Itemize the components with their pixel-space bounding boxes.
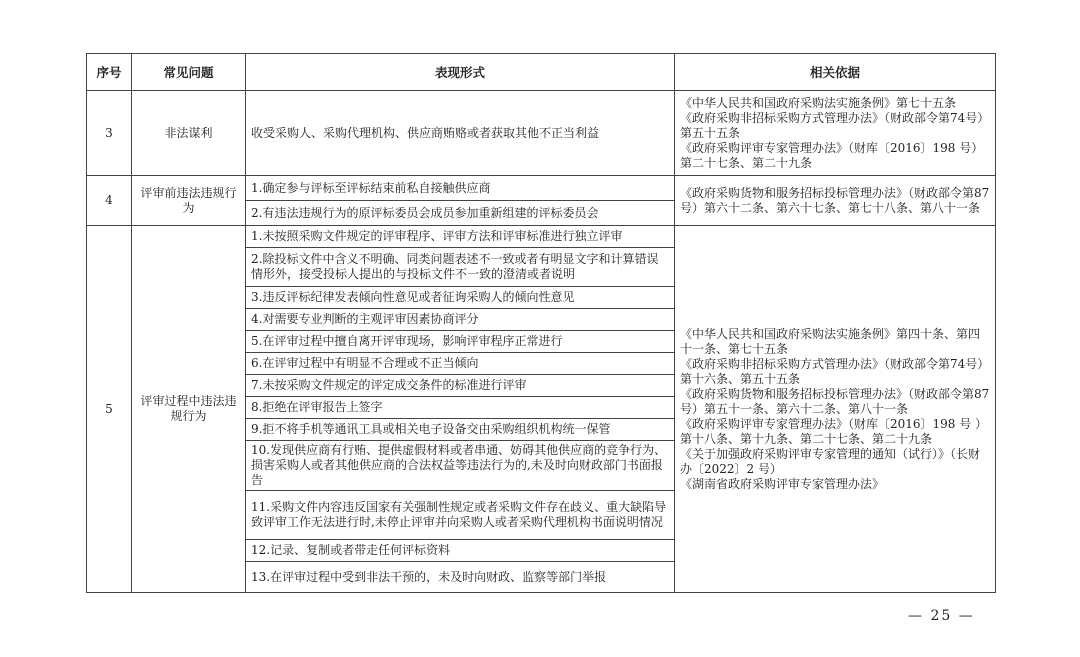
- basis-line: 《政府采购评审专家管理办法》（财库〔2016〕198 号 ）第十八条、第十九条、第二十七条、第二十九条: [680, 416, 988, 446]
- basis-cell: [675, 176, 996, 226]
- issue-cell: 非法谋利: [132, 91, 246, 176]
- basis-line: 《中华人民共和国政府采购法实施条例》第四十条、第四十一条、第七十五条: [680, 326, 981, 356]
- form-item: 2.除投标文件中含义不明确、同类问题表述不一致或者有明显文字和计算错误情形外，接受投标人提出的与投标文件不一致的澄清或者说明: [246, 248, 675, 287]
- row-number: 5: [87, 226, 132, 593]
- row-number: 3: [87, 91, 132, 176]
- form-item: 12.记录、复制或者带走任何评标资料: [246, 540, 675, 562]
- form-item: 9.拒不将手机等通讯工具或相关电子设备交由采购组织机构统一保管: [246, 419, 675, 441]
- header-issue: 常见问题: [132, 54, 246, 91]
- header-basis: 相关依据: [675, 54, 996, 91]
- page-number: — 25 —: [908, 608, 975, 624]
- basis-cell: [675, 91, 996, 176]
- form-item: 11.采购文件内容违反国家有关强制性规定或者采购文件存在歧义、重大缺陷导致评审工作无法进行时,未停止评审并向采购人或者采购代理机构书面说明情况: [246, 491, 675, 540]
- table-row: [87, 176, 996, 201]
- basis-line: 《政府采购评审专家管理办法》（财库〔2016〕198 号）第二十七条、第二十九条: [680, 140, 984, 170]
- form-item: 1.未按照采购文件规定的评审程序、评审方法和评审标准进行独立评审: [246, 226, 675, 248]
- basis-line: 《政府采购非招标采购方式管理办法》（财政部令第74号）第十六条、第五十五条: [680, 356, 990, 386]
- form-item: 2.有违法违规行为的原评标委员会成员参加重新组建的评标委员会: [246, 201, 675, 226]
- form-item: 4.对需要专业判断的主观评审因素协商评分: [246, 309, 675, 331]
- procurement-issues-table: [86, 53, 996, 593]
- form-item: 13.在评审过程中受到非法干预的，未及时向财政、监察等部门举报: [246, 562, 675, 593]
- basis-line: 《关于加强政府采购评审专家管理的通知（试行）》（长财办〔2022〕2 号）: [680, 446, 981, 476]
- form-item: 1.确定参与评标至评标结束前私自接触供应商: [246, 176, 675, 201]
- form-item: 5.在评审过程中擅自离开评审现场，影响评审程序正常进行: [246, 331, 675, 353]
- basis-line: 《湖南省政府采购评审专家管理办法》: [680, 476, 885, 491]
- basis-line: 《政府采购货物和服务招标投标管理办法》（财政部令第87号）第五十一条、第六十二条、第八十一条: [680, 386, 990, 416]
- basis-line: 《中华人民共和国政府采购法实施条例》第七十五条: [680, 95, 957, 110]
- form-item: 10.发现供应商有行贿、提供虚假材料或者串通、妨碍其他供应商的竞争行为、损害采购人或者其他供应商的合法权益等违法行为的,未及时向财政部门书面报告: [246, 441, 675, 491]
- header-serial: 序号: [87, 54, 132, 91]
- form-item: 8.拒绝在评审报告上签字: [246, 397, 675, 419]
- issue-cell: 评审过程中违法违规行为: [132, 226, 246, 593]
- issue-cell: 评审前违法违规行为: [132, 176, 246, 226]
- header-form: 表现形式: [246, 54, 675, 91]
- table-row: [87, 91, 996, 176]
- form-cell: 收受采购人、采购代理机构、供应商贿赂或者获取其他不正当利益: [246, 91, 675, 176]
- form-item: 7.未按采购文件规定的评定成交条件的标准进行评审: [246, 375, 675, 397]
- table-row: [87, 226, 996, 248]
- basis-line: 《政府采购货物和服务招标投标管理办法》（财政部令第87号）第六十二条、第六十七条、第七十八条、第八十一条: [680, 185, 990, 215]
- basis-line: 《政府采购非招标采购方式管理办法》（财政部令第74号）第五十五条: [680, 110, 990, 140]
- form-item: 6.在评审过程中有明显不合理或不正当倾向: [246, 353, 675, 375]
- form-item: 3.违反评标纪律发表倾向性意见或者征询采购人的倾向性意见: [246, 287, 675, 309]
- basis-cell: [675, 226, 996, 593]
- row-number: 4: [87, 176, 132, 226]
- table-header-row: [87, 54, 996, 91]
